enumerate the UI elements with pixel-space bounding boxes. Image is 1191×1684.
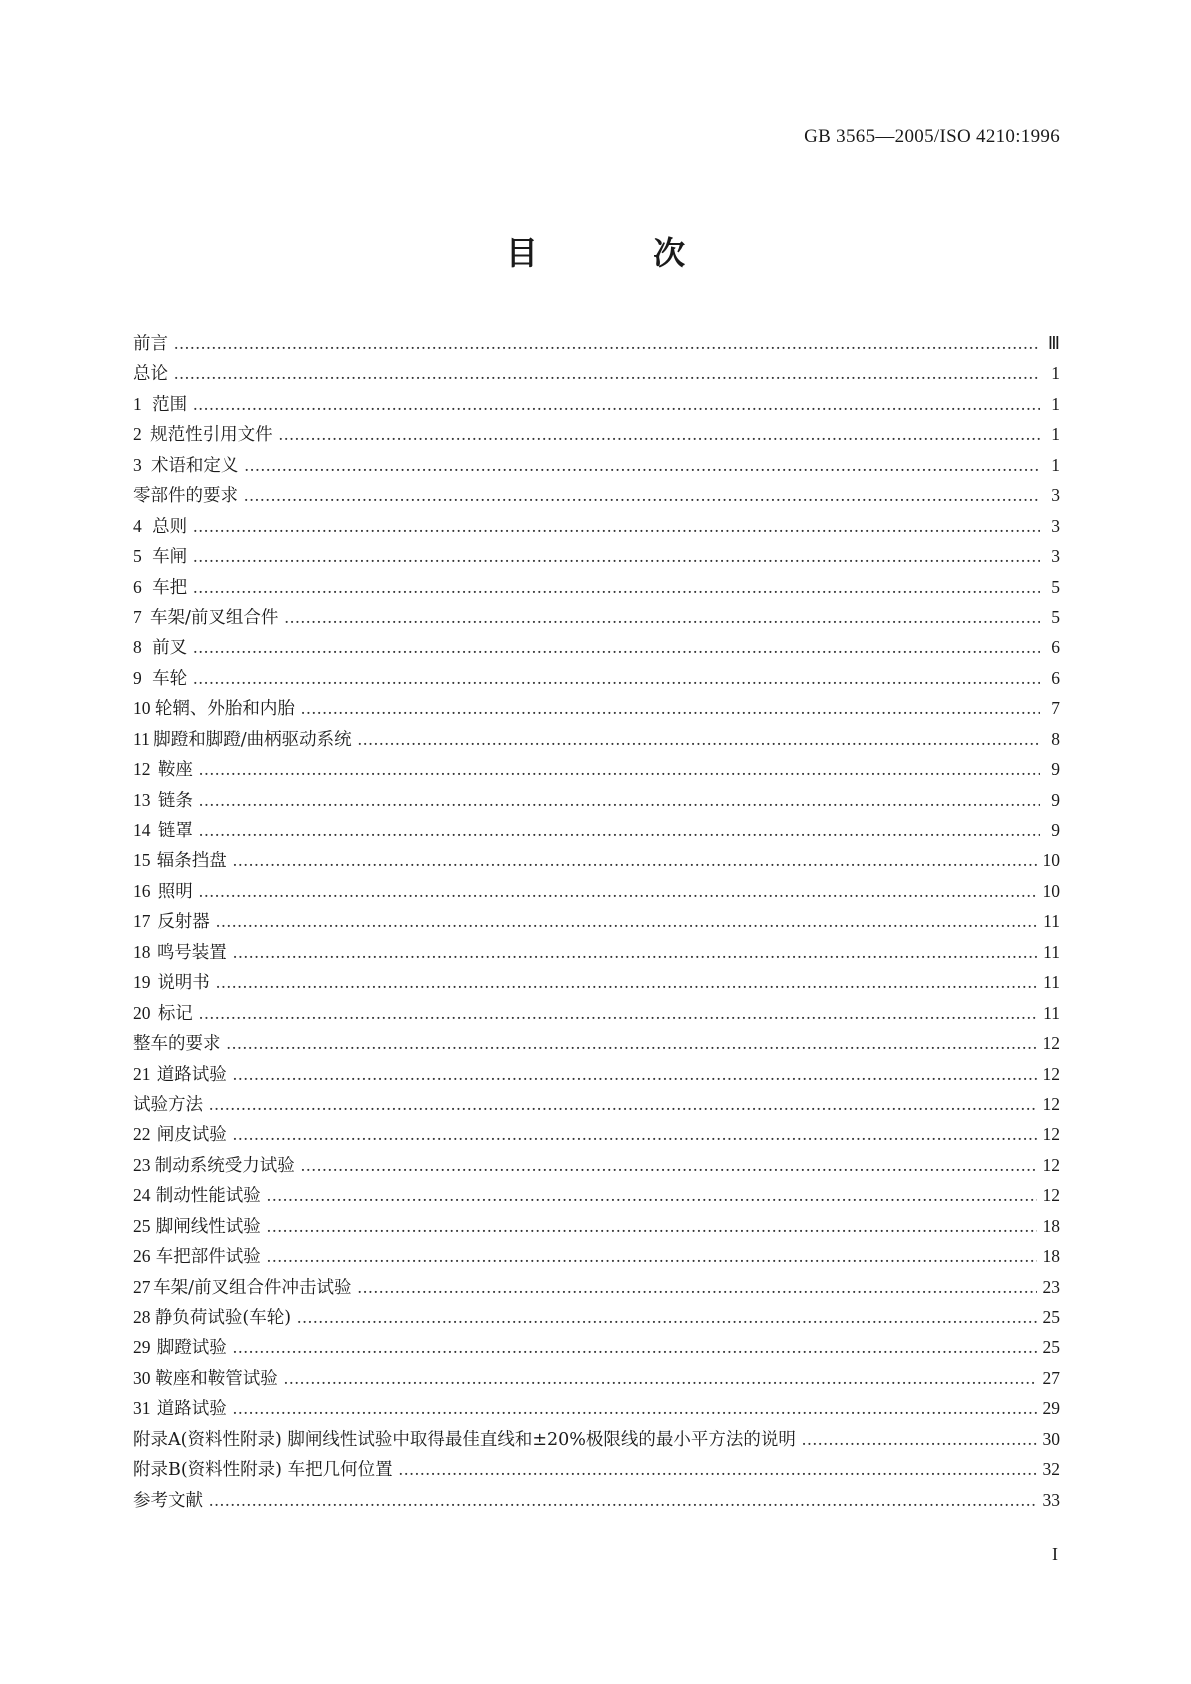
toc-entry-label: 参考文献 — [133, 1490, 203, 1511]
toc-entry[interactable] — [133, 572, 1060, 602]
toc-entry-label: 车架/前叉组合件冲击试验 — [153, 1277, 352, 1298]
toc-leader-dots — [233, 845, 1037, 875]
toc-leader-dots — [358, 724, 1040, 754]
toc-entry-page: 7 — [1051, 698, 1060, 719]
toc-leader-dots — [209, 1485, 1037, 1515]
toc-entry-page: 11 — [1043, 1002, 1060, 1023]
toc-entry[interactable] — [133, 1241, 1060, 1271]
toc-leader-dots — [193, 663, 1040, 693]
toc-leader-dots — [193, 389, 1040, 419]
toc-entry-label: 车架/前叉组合件 — [150, 607, 279, 628]
toc-entry[interactable] — [133, 967, 1060, 997]
toc-entry-page: 12 — [1042, 1033, 1060, 1054]
toc-entry[interactable] — [133, 1180, 1060, 1210]
toc-entry-label: 脚蹬试验 — [156, 1338, 227, 1359]
toc-entry-number: 25 — [133, 1215, 151, 1236]
toc-leader-dots — [233, 937, 1037, 967]
toc-entry-number: 3 — [133, 454, 142, 475]
toc-entry-label: 说明书 — [157, 973, 210, 994]
toc-entry[interactable] — [133, 1332, 1060, 1362]
toc-entry-label: 车闸 — [152, 547, 188, 568]
toc-entry-page: 23 — [1042, 1276, 1060, 1297]
toc-entry[interactable] — [133, 815, 1060, 845]
toc-leader-dots — [233, 1393, 1037, 1423]
toc-leader-dots — [267, 1211, 1037, 1241]
toc-entry-number: 20 — [133, 1002, 151, 1023]
toc-entry-page: 25 — [1042, 1337, 1060, 1358]
page-title: 目 次 — [505, 234, 738, 272]
toc-entry-page: 9 — [1051, 759, 1060, 780]
toc-entry-page: 12 — [1042, 1185, 1060, 1206]
toc-entry-page: 30 — [1042, 1428, 1060, 1449]
toc-leader-dots — [227, 1028, 1037, 1058]
toc-entry-page: 29 — [1042, 1398, 1060, 1419]
toc-leader-dots — [199, 998, 1037, 1028]
toc-entry[interactable] — [133, 937, 1060, 967]
toc-entry-page: 25 — [1042, 1307, 1060, 1327]
toc-leader-dots — [284, 1363, 1037, 1393]
toc-entry-number: 7 — [133, 606, 142, 627]
toc-entry-label: 前叉 — [152, 638, 188, 659]
toc-entry-label: 标记 — [157, 1003, 193, 1024]
toc-entry-page: 5 — [1051, 576, 1060, 597]
toc-entry-label: 脚闸线性试验 — [155, 1216, 261, 1237]
toc-entry-page: 18 — [1042, 1246, 1060, 1267]
toc-entry[interactable] — [133, 724, 1060, 754]
toc-entry-label: 照明 — [157, 881, 193, 902]
toc-entry-page: 1 — [1051, 424, 1060, 445]
toc-entry-page: 10 — [1042, 880, 1060, 901]
toc-entry-page: 11 — [1043, 911, 1060, 932]
toc-entry-label: 反射器 — [157, 912, 210, 933]
toc-entry-number: 18 — [133, 941, 151, 962]
toc-entry-label: 道路试验 — [156, 1399, 227, 1420]
table-of-contents — [133, 328, 1060, 1515]
toc-entry[interactable] — [133, 632, 1060, 662]
toc-entry-number: 24 — [133, 1185, 151, 1206]
toc-entry-number: 9 — [133, 667, 142, 688]
toc-entry-label: 轮辋、外胎和内胎 — [154, 699, 295, 720]
toc-leader-dots — [233, 1119, 1037, 1149]
toc-entry[interactable] — [133, 1424, 1060, 1454]
toc-entry-page: 1 — [1051, 454, 1060, 475]
toc-entry-page: 1 — [1051, 363, 1060, 384]
toc-entry[interactable] — [133, 1119, 1060, 1149]
toc-entry[interactable] — [133, 1393, 1060, 1423]
toc-entry-page: 11 — [1043, 972, 1060, 993]
toc-entry-number: 5 — [133, 546, 142, 567]
toc-entry[interactable] — [133, 1363, 1060, 1393]
toc-entry-page: 1 — [1051, 393, 1060, 414]
toc-leader-dots — [193, 541, 1040, 571]
toc-entry-label: 辐条挡盘 — [156, 851, 227, 872]
toc-entry-label: 鞍座 — [157, 760, 193, 781]
toc-entry-label: 总则 — [152, 516, 188, 537]
toc-leader-dots — [358, 1272, 1037, 1302]
toc-entry[interactable] — [133, 419, 1060, 449]
toc-entry-number: 22 — [133, 1124, 151, 1145]
toc-entry-page: 32 — [1042, 1459, 1060, 1480]
toc-entry-page: 3 — [1051, 546, 1060, 567]
toc-leader-dots — [267, 1180, 1037, 1210]
toc-entry-label: 车轮 — [152, 668, 188, 689]
toc-entry-label: 鸣号装置 — [156, 942, 227, 963]
toc-entry-label: 零部件的要求 — [133, 486, 238, 507]
toc-entry[interactable] — [133, 693, 1060, 723]
toc-leader-dots — [399, 1454, 1037, 1484]
toc-entry-label: 试验方法 — [133, 1094, 203, 1115]
toc-entry[interactable] — [133, 1150, 1060, 1180]
toc-entry-label: 制动性能试验 — [155, 1186, 261, 1207]
toc-entry[interactable] — [133, 602, 1060, 632]
toc-leader-dots — [193, 632, 1040, 662]
toc-entry-number: 19 — [133, 972, 151, 993]
toc-entry[interactable] — [133, 754, 1060, 784]
toc-entry[interactable] — [133, 1302, 1060, 1332]
standard-code: GB 3565—2005/ISO 4210:1996 — [804, 126, 1060, 147]
toc-entry-page: 33 — [1042, 1489, 1060, 1510]
toc-entry[interactable] — [133, 998, 1060, 1028]
toc-leader-dots — [284, 602, 1040, 632]
toc-entry-number: 11 — [133, 728, 150, 749]
toc-entry-page: 12 — [1042, 1124, 1060, 1145]
toc-leader-dots — [297, 1302, 1036, 1332]
toc-entry-page: 3 — [1051, 515, 1060, 536]
toc-entry-label: 车把部件试验 — [155, 1247, 261, 1268]
toc-entry-label: 闸皮试验 — [156, 1125, 227, 1146]
toc-leader-dots — [301, 693, 1040, 723]
toc-entry-number: 21 — [133, 1063, 151, 1084]
toc-entry[interactable] — [133, 785, 1060, 815]
toc-leader-dots — [802, 1424, 1037, 1454]
toc-entry[interactable] — [133, 480, 1060, 510]
toc-entry-number: 1 — [133, 393, 142, 414]
toc-entry-number: 4 — [133, 515, 142, 536]
toc-entry-number: 31 — [133, 1398, 151, 1419]
toc-entry-label: 制动系统受力试验 — [154, 1155, 295, 1176]
toc-entry-page: 5 — [1051, 606, 1060, 627]
toc-entry-page: 12 — [1042, 1063, 1060, 1084]
toc-entry-label: 车把 — [152, 577, 188, 598]
toc-entry-label: 鞍座和鞍管试验 — [155, 1368, 278, 1389]
toc-entry-number: 6 — [133, 576, 142, 597]
toc-entry-page: 6 — [1051, 637, 1060, 658]
toc-entry-page: 3 — [1051, 485, 1060, 506]
toc-entry-page: 9 — [1051, 820, 1060, 840]
toc-leader-dots — [279, 419, 1040, 449]
toc-leader-dots — [233, 1332, 1037, 1362]
toc-entry-label: 附录B(资料性附录) 车把几何位置 — [133, 1460, 393, 1481]
toc-leader-dots — [216, 906, 1037, 936]
toc-entry-label: 静负荷试验(车轮) — [154, 1308, 292, 1328]
toc-entry-page: 10 — [1042, 850, 1060, 871]
toc-leader-dots — [209, 1089, 1037, 1119]
toc-entry-number: 14 — [133, 820, 151, 840]
toc-leader-dots — [199, 785, 1040, 815]
toc-entry[interactable] — [133, 1272, 1060, 1302]
toc-entry-number: 2 — [133, 424, 142, 445]
toc-entry-page: 27 — [1042, 1367, 1060, 1388]
toc-entry[interactable] — [133, 389, 1060, 419]
toc-entry-page: Ⅲ — [1047, 333, 1060, 353]
toc-entry[interactable] — [133, 663, 1060, 693]
toc-entry-label: 附录A(资料性附录) 脚闸线性试验中取得最佳直线和±20%极限线的最小平方法的说明 — [133, 1429, 796, 1450]
toc-leader-dots — [199, 815, 1040, 845]
toc-entry-number: 10 — [133, 698, 151, 719]
toc-leader-dots — [199, 876, 1037, 906]
toc-leader-dots — [244, 480, 1040, 510]
toc-entry-label: 道路试验 — [156, 1064, 227, 1085]
toc-leader-dots — [174, 328, 1040, 358]
toc-entry-page: 8 — [1051, 728, 1060, 749]
toc-entry[interactable] — [133, 876, 1060, 906]
toc-entry[interactable] — [133, 328, 1060, 358]
toc-leader-dots — [301, 1150, 1037, 1180]
toc-leader-dots — [267, 1241, 1037, 1271]
toc-entry-number: 23 — [133, 1154, 151, 1175]
toc-entry[interactable] — [133, 1485, 1060, 1515]
toc-entry-page: 9 — [1051, 789, 1060, 810]
toc-entry[interactable] — [133, 1059, 1060, 1089]
toc-entry-number: 17 — [133, 911, 151, 932]
toc-entry[interactable] — [133, 358, 1060, 388]
toc-leader-dots — [199, 754, 1040, 784]
toc-entry-label: 链罩 — [157, 821, 193, 841]
toc-entry[interactable] — [133, 906, 1060, 936]
toc-leader-dots — [193, 572, 1040, 602]
toc-entry[interactable] — [133, 1454, 1060, 1484]
page-number: I — [1052, 1544, 1058, 1564]
toc-entry-number: 29 — [133, 1337, 151, 1358]
toc-entry-page: 12 — [1042, 1154, 1060, 1175]
toc-entry[interactable] — [133, 450, 1060, 480]
toc-entry-number: 27 — [133, 1276, 151, 1297]
toc-entry-label: 范围 — [152, 394, 188, 415]
toc-entry-label: 整车的要求 — [133, 1034, 221, 1055]
toc-entry-label: 链条 — [157, 790, 193, 811]
toc-entry-label: 总论 — [133, 364, 168, 385]
toc-entry-number: 16 — [133, 880, 151, 901]
toc-leader-dots — [193, 511, 1040, 541]
toc-entry-number: 12 — [133, 759, 151, 780]
toc-entry-label: 术语和定义 — [150, 455, 239, 476]
toc-leader-dots — [216, 967, 1037, 997]
toc-entry-page: 11 — [1043, 941, 1060, 962]
toc-leader-dots — [244, 450, 1040, 480]
toc-entry-page: 18 — [1042, 1215, 1060, 1236]
toc-entry[interactable] — [133, 845, 1060, 875]
toc-entry[interactable] — [133, 1028, 1060, 1058]
toc-entry-page: 6 — [1051, 667, 1060, 688]
toc-entry-number: 30 — [133, 1367, 151, 1388]
toc-entry-number: 15 — [133, 850, 151, 871]
toc-leader-dots — [233, 1059, 1037, 1089]
toc-entry[interactable] — [133, 1211, 1060, 1241]
toc-entry-number: 8 — [133, 637, 142, 658]
toc-entry-number: 26 — [133, 1246, 151, 1267]
toc-leader-dots — [174, 358, 1040, 388]
toc-entry-label: 脚蹬和脚蹬/曲柄驱动系统 — [153, 729, 352, 750]
toc-entry-label: 前言 — [133, 334, 168, 354]
toc-entry-number: 13 — [133, 789, 151, 810]
toc-entry[interactable] — [133, 541, 1060, 571]
toc-entry-page: 12 — [1042, 1093, 1060, 1114]
toc-entry-label: 规范性引用文件 — [150, 425, 273, 446]
toc-entry[interactable] — [133, 1089, 1060, 1119]
toc-entry-number: 28 — [133, 1307, 151, 1327]
toc-entry[interactable] — [133, 511, 1060, 541]
